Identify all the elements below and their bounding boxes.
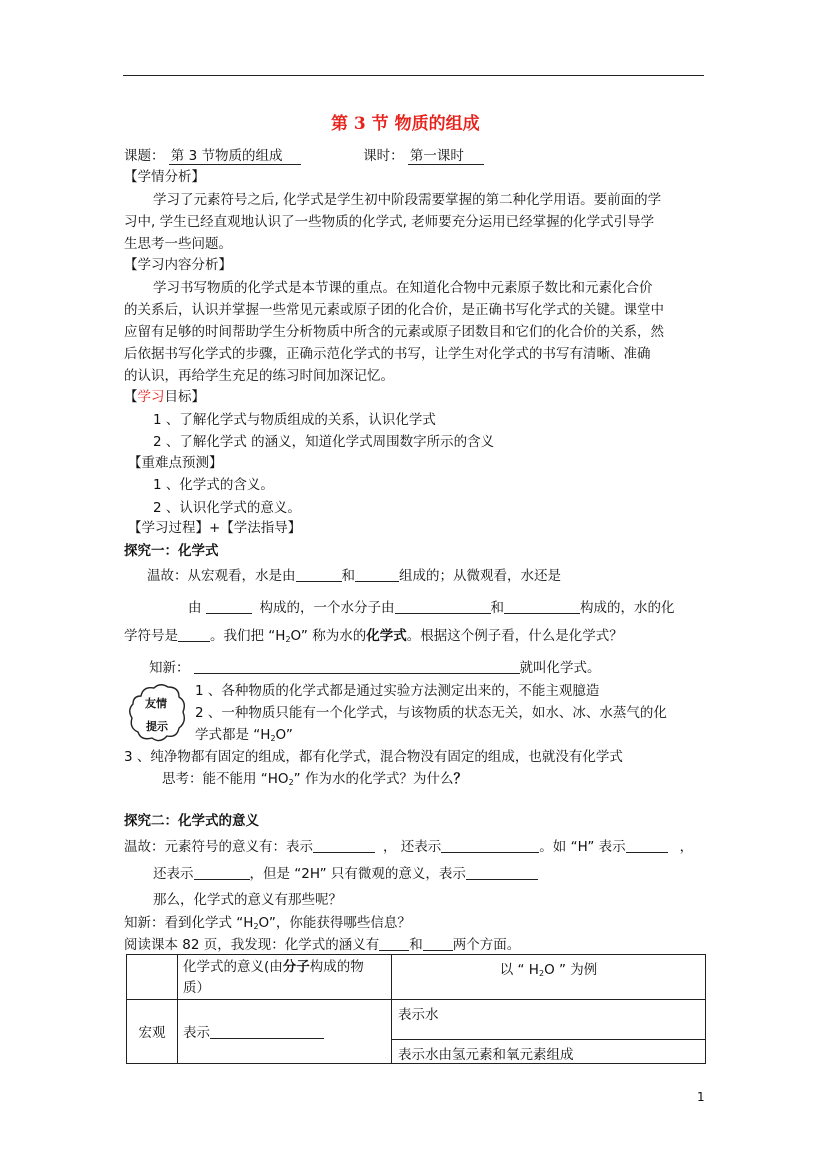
note-item: 1 、各种物质的化学式都是通过实验方法测定出来的，不能主观臆造	[195, 683, 600, 699]
explore-two-line2	[153, 865, 538, 882]
section-heading-analysis: 【学情分析】	[124, 169, 205, 185]
explore-one-line3	[124, 627, 623, 645]
text: 和	[341, 568, 355, 584]
answer-blank[interactable]	[296, 567, 342, 582]
section-heading-goals	[124, 389, 205, 405]
tip-label-line1: 友情	[145, 697, 167, 710]
answer-blank[interactable]	[178, 627, 210, 642]
answer-blank[interactable]	[206, 599, 252, 614]
answer-blank[interactable]	[194, 865, 250, 880]
text: 温故：从宏观看，水是由	[147, 568, 296, 584]
period-value: 第一课时	[408, 148, 484, 165]
text: 还表示	[153, 866, 194, 882]
explore-one-line4	[149, 659, 601, 676]
text: O”，你能获得哪些信息？	[258, 915, 411, 931]
subscript: 2	[538, 969, 545, 978]
text: ， 还表示	[383, 839, 442, 855]
answer-blank[interactable]	[395, 599, 491, 614]
text: ？	[453, 771, 467, 787]
text: 学式都是 “H	[195, 727, 271, 743]
answer-blank[interactable]	[504, 599, 580, 614]
answer-blank[interactable]	[423, 936, 453, 951]
note-item: 3 、纯净物都有固定的组成，都有化学式，混合物没有固定的组成，也就没有化学式	[124, 749, 623, 765]
text: 。根据这个例子看，什么是化学式？	[406, 628, 623, 644]
answer-blank[interactable]	[466, 865, 538, 880]
explore-two-heading: 探究二：化学式的意义	[124, 813, 259, 829]
goals-highlight: 学习	[137, 389, 165, 405]
text: 知新：看到化学式 “H	[124, 915, 254, 931]
keypoint-item: 1 、化学式的含义。	[153, 477, 274, 493]
answer-blank[interactable]	[194, 659, 520, 674]
text: 和	[409, 937, 423, 953]
goal-item: 1 、了解化学式与物质组成的关系，认识化学式	[153, 412, 436, 428]
subscript: 2	[285, 635, 291, 644]
tip-label-line2: 提示	[146, 720, 168, 733]
answer-blank[interactable]	[210, 1024, 324, 1039]
text: O ” 为例	[544, 962, 598, 978]
section-heading-keypoints: 【重难点预测】	[128, 455, 223, 471]
note-item: 2 、一种物质只能有一个化学式，与该物质的状态无关，如水、冰、水蒸气的化	[195, 705, 667, 721]
keypoint-item: 2 、认识化学式的意义。	[153, 500, 301, 516]
text: 知新：	[149, 660, 190, 676]
meta-line	[124, 148, 484, 165]
answer-blank[interactable]	[626, 838, 668, 853]
text: 。我们把 “H	[210, 628, 286, 644]
meaning-table	[126, 954, 706, 1064]
table-corner-cell	[127, 955, 178, 1000]
subscript: 2	[270, 734, 276, 743]
text: 就叫化学式。	[519, 660, 601, 676]
goal-item: 2 、了解化学式 的涵义，知道化学式周围数字所示的含义	[153, 434, 495, 450]
text: 两个方面。	[452, 937, 521, 953]
term-bold: 化学式	[366, 628, 407, 644]
subscript: 2	[253, 922, 259, 931]
text: O”	[275, 727, 293, 743]
paragraph-line: 的关系后，认识并掌握一些常见元素或原子团的化合价，是正确书写化学式的关键。课堂中	[124, 302, 664, 318]
paragraph-line: 学习书写物质的化学式是本节课的重点。在知道化合物中元素原子数比和元素化合价	[153, 280, 653, 296]
text: 和	[490, 600, 504, 616]
text: 构成的，一个水分子由	[259, 600, 395, 616]
goals-head-rest: 目标】	[164, 389, 205, 405]
text: 化学式的意义(由	[183, 959, 283, 975]
answer-blank[interactable]	[441, 838, 539, 853]
period-label: 课时：	[363, 148, 404, 164]
paragraph-line: 生思考一些问题。	[124, 236, 232, 252]
header-rule	[123, 75, 704, 76]
text: 阅读课本 82 页，我发现：化学式的涵义有	[124, 937, 380, 953]
text: ” 作为水的化学式？为什么	[293, 771, 454, 787]
text: 由	[188, 600, 202, 616]
answer-blank[interactable]	[379, 936, 409, 951]
text: 温故：元素符号的意义有：表示	[124, 839, 313, 855]
table-cell-example-2: 表示水由氢元素和氧元素组成	[392, 1039, 706, 1063]
text: 学符号是	[124, 628, 178, 644]
text: 质）	[183, 979, 210, 996]
topic-label: 课题：	[124, 148, 165, 164]
explore-two-line1	[124, 838, 693, 855]
text: 思考：能不能用 “HO	[162, 771, 289, 787]
explore-one-line2	[188, 599, 675, 616]
page-number: 1	[697, 1090, 705, 1104]
paragraph-line: 习中, 学生已经直观地认识了一些物质的化学式, 老师要充分运用已经掌握的化学式引导学	[124, 214, 655, 230]
text: 构成的物	[309, 959, 364, 975]
paragraph-line: 应留有足够的时间帮助学生分析物质中所含的元素或原子团数目和它们的化合价的关系，然	[124, 324, 664, 340]
text: 组成的；从微观看，水还是	[399, 568, 561, 584]
answer-blank[interactable]	[313, 838, 375, 853]
text: O” 称为水的	[290, 628, 367, 644]
answer-blank[interactable]	[355, 567, 399, 582]
paragraph-line: 的认识，再给学生充足的练习时间加深记忆。	[124, 368, 394, 384]
section-heading-content: 【学习内容分析】	[124, 257, 232, 273]
text: 构成的，水的化	[580, 600, 675, 616]
explore-one-heading: 探究一：化学式	[124, 543, 219, 559]
term-bold: 分子	[282, 959, 310, 975]
explore-two-line5	[124, 936, 520, 953]
table-cell-meaning	[178, 999, 392, 1063]
paragraph-line: 学习了元素符号之后, 化学式是学生初中阶段需要掌握的第二种化学用语。要前面的学	[153, 192, 662, 208]
explore-one-line1	[147, 567, 561, 584]
text: 表示	[183, 1025, 210, 1042]
section-heading-process: 【学习过程】+【学法指导】	[128, 520, 302, 536]
table-header-meaning	[178, 955, 392, 1000]
friendly-tip-cloud-icon	[127, 682, 187, 744]
topic-value: 第 3 节物质的组成	[169, 148, 301, 165]
explore-two-line3: 那么，化学式的意义有那些呢？	[153, 892, 342, 908]
explore-two-line4	[124, 915, 411, 932]
table-cell-example-1: 表示水	[392, 999, 706, 1039]
text: 。如 “H” 表示	[539, 839, 626, 855]
text: 以 “ H	[499, 962, 539, 978]
paragraph-line: 后依据书写化学式的步骤，正确示范化学式的书写，让学生对化学式的书写有清晰、准确	[124, 346, 651, 362]
text: ，但是 “2H” 只有微观的意义，表示	[249, 866, 466, 882]
think-question	[162, 771, 467, 788]
page-title: 第 3 节 物质的组成	[331, 114, 480, 134]
table-header-example	[392, 955, 706, 1000]
text: ，	[679, 839, 694, 855]
table-row-label-macro: 宏观	[127, 999, 178, 1063]
note-item-cont	[195, 727, 293, 744]
bracket-open: 【	[124, 389, 138, 405]
subscript: 2	[288, 778, 294, 787]
